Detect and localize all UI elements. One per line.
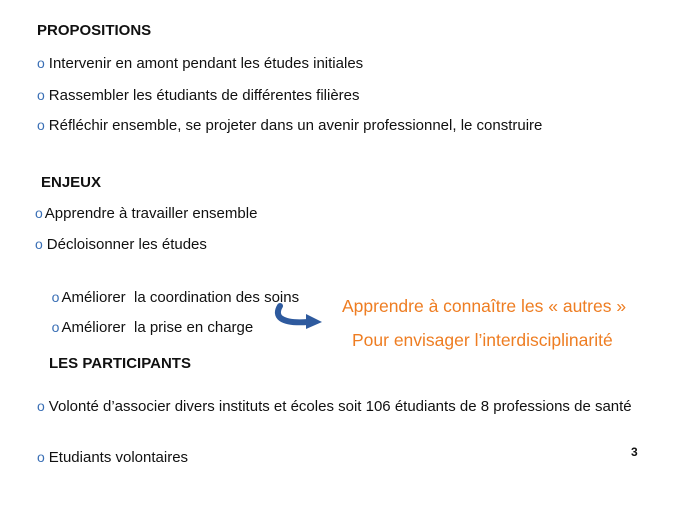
enjeux-item: o Améliorer la coordination des soins xyxy=(51,289,300,306)
propositions-item: o Intervenir en amont pendant les études initiales xyxy=(37,55,364,72)
participants-heading: LES PARTICIPANTS xyxy=(49,355,191,372)
bullet-icon: o xyxy=(51,319,60,335)
propositions-heading: PROPOSITIONS xyxy=(37,22,152,39)
callout-line-2: Pour envisager l’interdisciplinarité xyxy=(352,330,613,350)
bullet-icon: o xyxy=(35,205,43,221)
propositions-item: o Réfléchir ensemble, se projeter dans un avenir professionnel, le construire xyxy=(37,117,543,134)
bullet-icon: o xyxy=(37,87,45,103)
bullet-icon: o xyxy=(51,289,60,305)
enjeux-item: o Améliorer la prise en charge xyxy=(51,319,254,336)
bullet-icon: o xyxy=(35,236,43,252)
page-number: 3 xyxy=(631,445,638,459)
bullet-icon: o xyxy=(37,55,45,71)
bullet-icon: o xyxy=(37,449,45,465)
callout-line-1: Apprendre à connaître les « autres » xyxy=(342,296,627,316)
participants-item: o Volonté d’associer divers instituts et écoles soit 106 étudiants de 8 professions de santé xyxy=(37,398,632,415)
enjeux-item: o Décloisonner les études xyxy=(35,236,207,253)
enjeux-item: o Apprendre à travailler ensemble xyxy=(35,205,258,222)
bullet-icon: o xyxy=(37,117,45,133)
propositions-item: o Rassembler les étudiants de différentes filières xyxy=(37,87,360,104)
curved-arrow-icon xyxy=(272,302,326,332)
bullet-icon: o xyxy=(37,398,45,414)
enjeux-heading: ENJEUX xyxy=(41,174,102,191)
participants-item: o Etudiants volontaires xyxy=(37,449,189,466)
